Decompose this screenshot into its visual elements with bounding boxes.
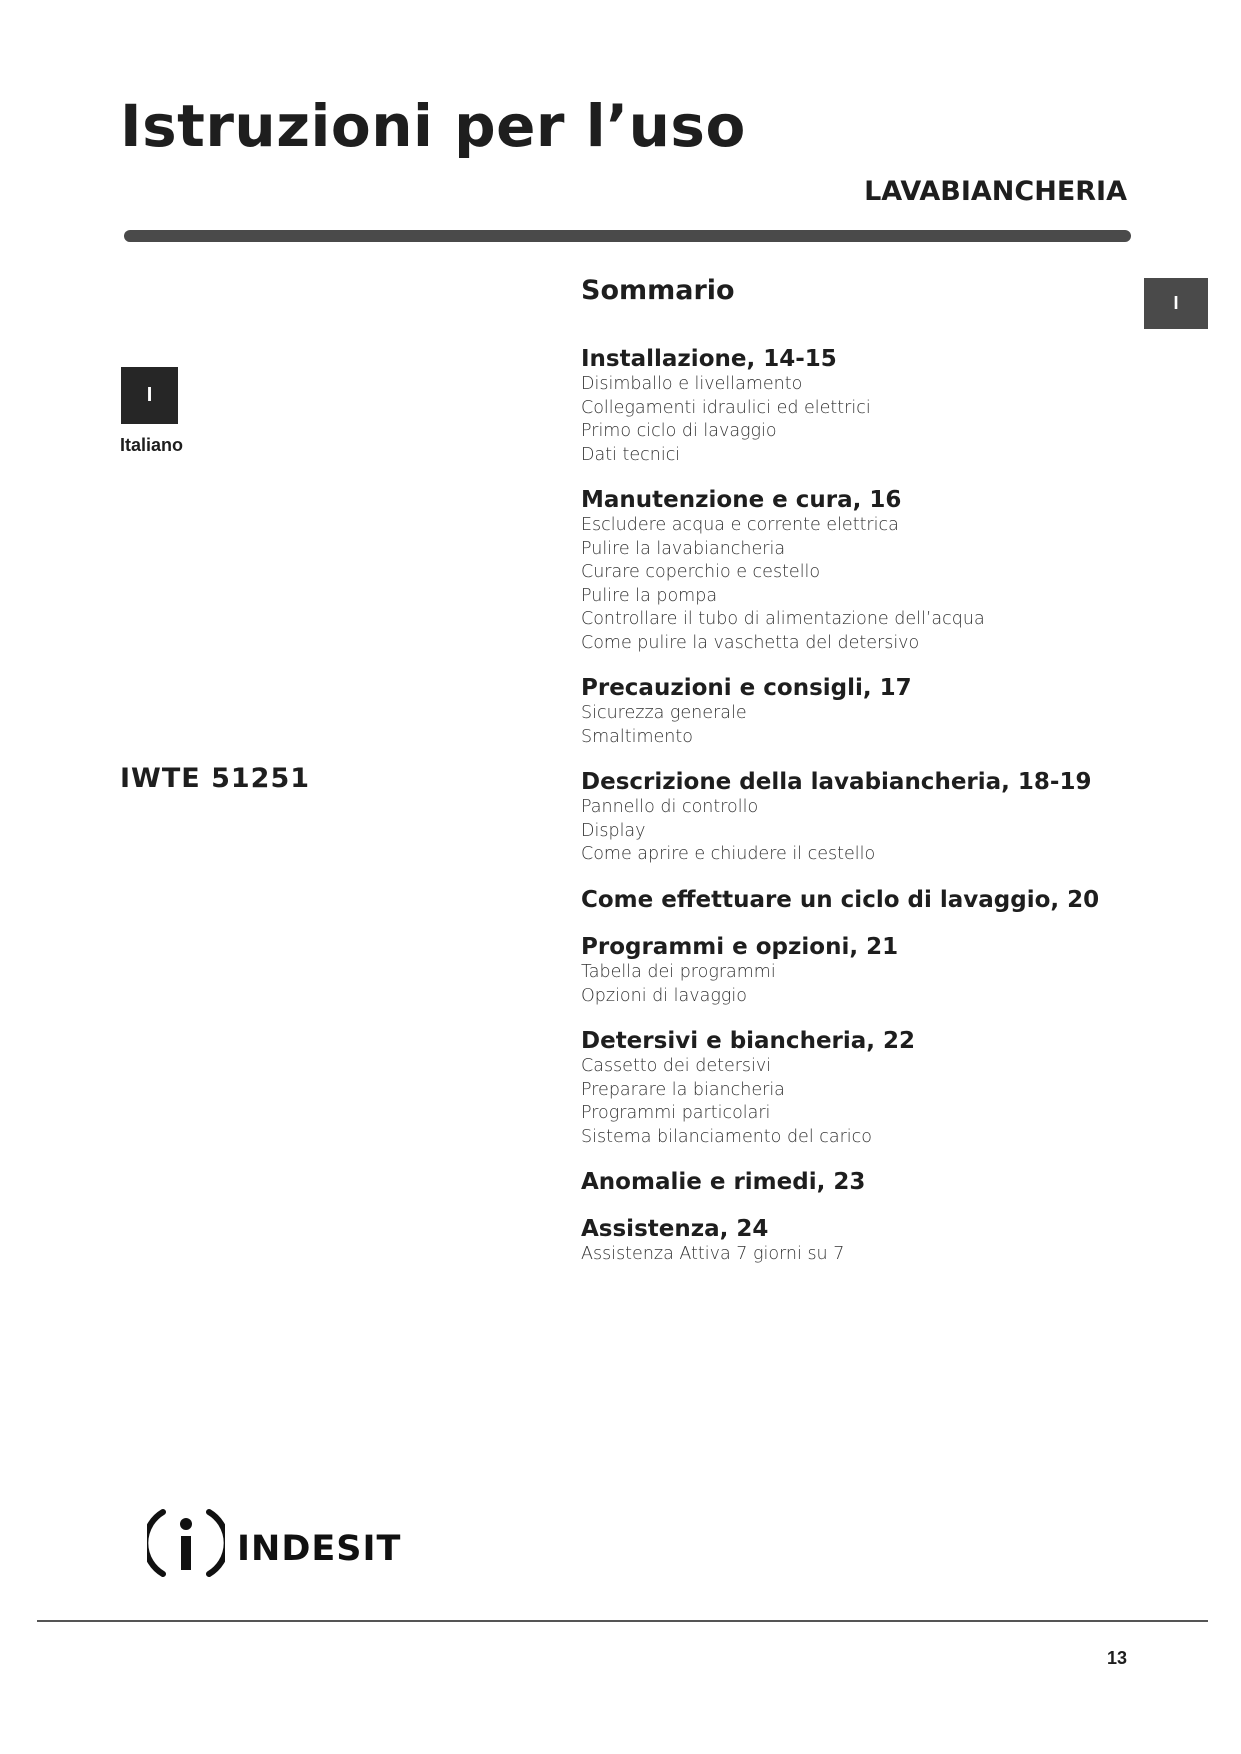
toc-section[interactable] <box>581 1168 865 1196</box>
toc-item[interactable]: Pulire la lavabiancheria <box>581 538 786 559</box>
toc-item[interactable]: Dati tecnici <box>581 444 681 465</box>
toc-section[interactable] <box>581 768 1091 867</box>
toc-section[interactable] <box>581 886 1099 914</box>
toc-section[interactable] <box>581 674 912 749</box>
toc-title: Sommario <box>581 275 735 306</box>
toc-item[interactable]: Smaltimento <box>581 726 693 747</box>
toc-item[interactable]: Preparare la biancheria <box>581 1079 785 1100</box>
toc-section-heading[interactable]: Detersivi e biancheria, 22 <box>581 1028 916 1054</box>
toc-section-heading[interactable]: Assistenza, 24 <box>581 1216 769 1242</box>
page-number: 13 <box>1106 1648 1127 1668</box>
toc-item[interactable]: Come pulire la vaschetta del detersivo <box>581 632 920 653</box>
toc-item[interactable]: Primo ciclo di lavaggio <box>581 421 777 442</box>
toc-section[interactable] <box>581 345 871 467</box>
document-title: Istruzioni per l’uso <box>120 92 746 160</box>
language-code-box: I <box>121 367 178 424</box>
toc-item[interactable]: Display <box>581 820 646 841</box>
toc-section-heading[interactable]: Precauzioni e consigli, 17 <box>581 675 912 701</box>
toc-item[interactable]: Pannello di controllo <box>581 797 759 817</box>
toc-section-heading[interactable]: Manutenzione e cura, 16 <box>581 487 902 513</box>
model-number: IWTE 51251 <box>120 763 311 794</box>
toc-section[interactable] <box>581 933 898 1008</box>
toc-section[interactable] <box>581 1027 915 1149</box>
toc-item[interactable]: Sicurezza generale <box>581 703 747 723</box>
brand-name: indesit <box>237 1514 402 1572</box>
toc-section[interactable] <box>581 1215 844 1267</box>
toc-item[interactable]: Assistenza Attiva 7 giorni su 7 <box>581 1244 845 1264</box>
toc-item[interactable]: Tabella dei programmi <box>581 962 776 982</box>
toc-item[interactable]: Controllare il tubo di alimentazione dell’acqua <box>581 609 985 630</box>
toc-section-heading[interactable]: Programmi e opzioni, 21 <box>581 934 899 960</box>
toc-item[interactable]: Programmi particolari <box>581 1103 771 1124</box>
toc-section-heading[interactable]: Descrizione della lavabiancheria, 18-19 <box>581 769 1092 795</box>
toc-item[interactable]: Come aprire e chiudere il cestello <box>581 844 876 865</box>
language-label: Italiano <box>120 435 184 455</box>
toc-item[interactable]: Sistema bilanciamento del carico <box>581 1126 872 1147</box>
toc-item[interactable]: Opzioni di lavaggio <box>581 985 747 1006</box>
toc-item[interactable]: Pulire la pompa <box>581 585 718 606</box>
toc-section-heading[interactable]: Come effettuare un ciclo di lavaggio, 20 <box>581 887 1100 913</box>
toc-item[interactable]: Disimballo e livellamento <box>581 374 803 394</box>
toc-item[interactable]: Curare coperchio e cestello <box>581 562 821 583</box>
header-rule <box>124 230 1131 242</box>
toc-section-heading[interactable]: Installazione, 14-15 <box>581 346 837 372</box>
toc-item[interactable]: Cassetto dei detersivi <box>581 1056 772 1076</box>
footer-rule <box>37 1620 1208 1622</box>
toc-section[interactable] <box>581 486 985 656</box>
brand-logo <box>147 1504 401 1582</box>
indesit-info-logo-icon <box>147 1504 225 1582</box>
toc-section-heading[interactable]: Anomalie e rimedi, 23 <box>581 1169 866 1195</box>
toc-item[interactable]: Collegamenti idraulici ed elettrici <box>581 397 871 418</box>
product-type: LAVABIANCHERIA <box>864 176 1127 207</box>
toc-item[interactable]: Escludere acqua e corrente elettrica <box>581 515 899 535</box>
language-side-tab[interactable]: I <box>1144 278 1208 329</box>
